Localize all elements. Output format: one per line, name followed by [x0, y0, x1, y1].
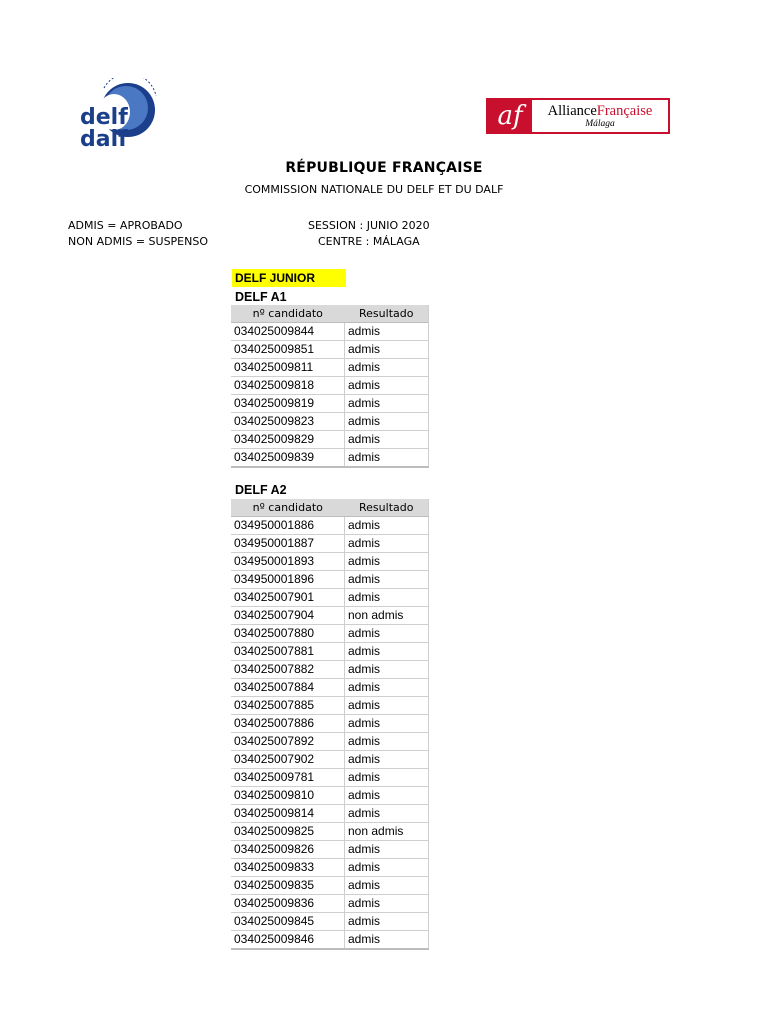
candidate-number: 034950001893	[231, 553, 345, 571]
table-row	[231, 787, 429, 805]
result-value: admis	[345, 679, 429, 697]
result-value: admis	[345, 553, 429, 571]
result-value: admis	[345, 449, 429, 468]
legend-non-admis: NON ADMIS = SUSPENSO	[68, 235, 209, 248]
table-row	[231, 931, 429, 950]
result-value: admis	[345, 931, 429, 950]
candidate-number: 034025007892	[231, 733, 345, 751]
table-row	[231, 535, 429, 553]
result-value: admis	[345, 805, 429, 823]
result-value: admis	[345, 643, 429, 661]
candidate-number: 034025009810	[231, 787, 345, 805]
table-row	[231, 449, 429, 468]
result-value: admis	[345, 589, 429, 607]
table-row	[231, 823, 429, 841]
candidate-number: 034025009825	[231, 823, 345, 841]
results-table-a1	[231, 305, 429, 468]
af-city: Málaga	[585, 118, 615, 129]
table-row	[231, 359, 429, 377]
table-row	[231, 805, 429, 823]
candidate-number: 034025009823	[231, 413, 345, 431]
candidate-number: 034025009846	[231, 931, 345, 950]
result-value: admis	[345, 661, 429, 679]
column-header-candidate: nº candidato	[231, 305, 345, 323]
candidate-number: 034025007882	[231, 661, 345, 679]
column-header-result: Resultado	[345, 305, 429, 323]
candidate-number: 034025009818	[231, 377, 345, 395]
result-legend	[68, 218, 208, 250]
section-delf-junior: DELF JUNIOR	[232, 269, 346, 287]
candidate-number: 034025009835	[231, 877, 345, 895]
candidate-number: 034025009839	[231, 449, 345, 468]
result-value: admis	[345, 395, 429, 413]
results-body-a2	[231, 517, 429, 950]
level-label-a1: DELF A1	[235, 290, 287, 304]
af-name-part2: Française	[596, 102, 653, 119]
legend-admis: ADMIS = APROBADO	[68, 219, 183, 232]
delf-dalf-logo	[76, 78, 176, 150]
results-table-a2	[231, 499, 429, 950]
table-row	[231, 553, 429, 571]
af-mark: af	[488, 100, 532, 132]
af-text	[532, 100, 668, 132]
table-row	[231, 413, 429, 431]
result-value: admis	[345, 895, 429, 913]
candidate-number: 034025007902	[231, 751, 345, 769]
candidate-number: 034950001887	[231, 535, 345, 553]
table-row	[231, 679, 429, 697]
table-row	[231, 431, 429, 449]
table-row	[231, 571, 429, 589]
result-value: admis	[345, 517, 429, 535]
candidate-number: 034950001896	[231, 571, 345, 589]
table-row	[231, 395, 429, 413]
result-value: admis	[345, 751, 429, 769]
candidate-number: 034025009833	[231, 859, 345, 877]
candidate-number: 034025007901	[231, 589, 345, 607]
table-header-row	[231, 499, 429, 517]
candidate-number: 034025009811	[231, 359, 345, 377]
table-header-row	[231, 305, 429, 323]
table-row	[231, 877, 429, 895]
result-value: admis	[345, 625, 429, 643]
table-row	[231, 643, 429, 661]
result-value: admis	[345, 413, 429, 431]
candidate-number: 034025009851	[231, 341, 345, 359]
column-header-candidate: nº candidato	[231, 499, 345, 517]
table-row	[231, 323, 429, 341]
af-name	[548, 104, 653, 119]
af-name-part1: Alliance	[547, 102, 597, 119]
table-row	[231, 751, 429, 769]
delf-dalf-logo-graphic	[76, 78, 176, 150]
session-centre: CENTRE : MÁLAGA	[318, 235, 420, 248]
page-subtitle: COMMISSION NATIONALE DU DELF ET DU DALF	[244, 183, 504, 196]
candidate-number: 034025009819	[231, 395, 345, 413]
table-row	[231, 607, 429, 625]
candidate-number: 034025007881	[231, 643, 345, 661]
candidate-number: 034025007886	[231, 715, 345, 733]
candidate-number: 034025007904	[231, 607, 345, 625]
candidate-number: 034025009814	[231, 805, 345, 823]
table-row	[231, 913, 429, 931]
table-row	[231, 859, 429, 877]
result-value: admis	[345, 377, 429, 395]
table-row	[231, 589, 429, 607]
result-value: admis	[345, 787, 429, 805]
candidate-number: 034025007885	[231, 697, 345, 715]
result-value: admis	[345, 859, 429, 877]
alliance-francaise-logo	[486, 98, 670, 134]
candidate-number: 034025009781	[231, 769, 345, 787]
result-value: admis	[345, 341, 429, 359]
result-value: admis	[345, 769, 429, 787]
dalf-logo-text: dalf	[80, 127, 128, 150]
table-row	[231, 661, 429, 679]
result-value: admis	[345, 697, 429, 715]
table-row	[231, 895, 429, 913]
candidate-number: 034025009826	[231, 841, 345, 859]
result-value: admis	[345, 535, 429, 553]
result-value: admis	[345, 323, 429, 341]
session-date: SESSION : JUNIO 2020	[308, 219, 430, 232]
table-row	[231, 715, 429, 733]
candidate-number: 034025007880	[231, 625, 345, 643]
result-value: admis	[345, 431, 429, 449]
result-value: admis	[345, 877, 429, 895]
candidate-number: 034025009836	[231, 895, 345, 913]
result-value: admis	[345, 733, 429, 751]
column-header-result: Resultado	[345, 499, 429, 517]
candidate-number: 034025007884	[231, 679, 345, 697]
result-value: admis	[345, 841, 429, 859]
table-row	[231, 697, 429, 715]
candidate-number: 034025009829	[231, 431, 345, 449]
candidate-number: 034025009845	[231, 913, 345, 931]
page-title: RÉPUBLIQUE FRANÇAISE	[285, 160, 483, 176]
candidate-number: 034025009844	[231, 323, 345, 341]
table-row	[231, 517, 429, 535]
result-value: admis	[345, 571, 429, 589]
result-value: admis	[345, 715, 429, 733]
result-value: admis	[345, 359, 429, 377]
table-row	[231, 733, 429, 751]
results-body-a1	[231, 323, 429, 468]
table-row	[231, 377, 429, 395]
session-info	[308, 218, 430, 250]
candidate-number: 034950001886	[231, 517, 345, 535]
table-row	[231, 769, 429, 787]
table-row	[231, 841, 429, 859]
table-row	[231, 625, 429, 643]
table-row	[231, 341, 429, 359]
result-value: admis	[345, 913, 429, 931]
delf-logo-text: delf	[80, 105, 128, 130]
result-value: non admis	[345, 607, 429, 625]
level-label-a2: DELF A2	[235, 483, 287, 497]
result-value: non admis	[345, 823, 429, 841]
